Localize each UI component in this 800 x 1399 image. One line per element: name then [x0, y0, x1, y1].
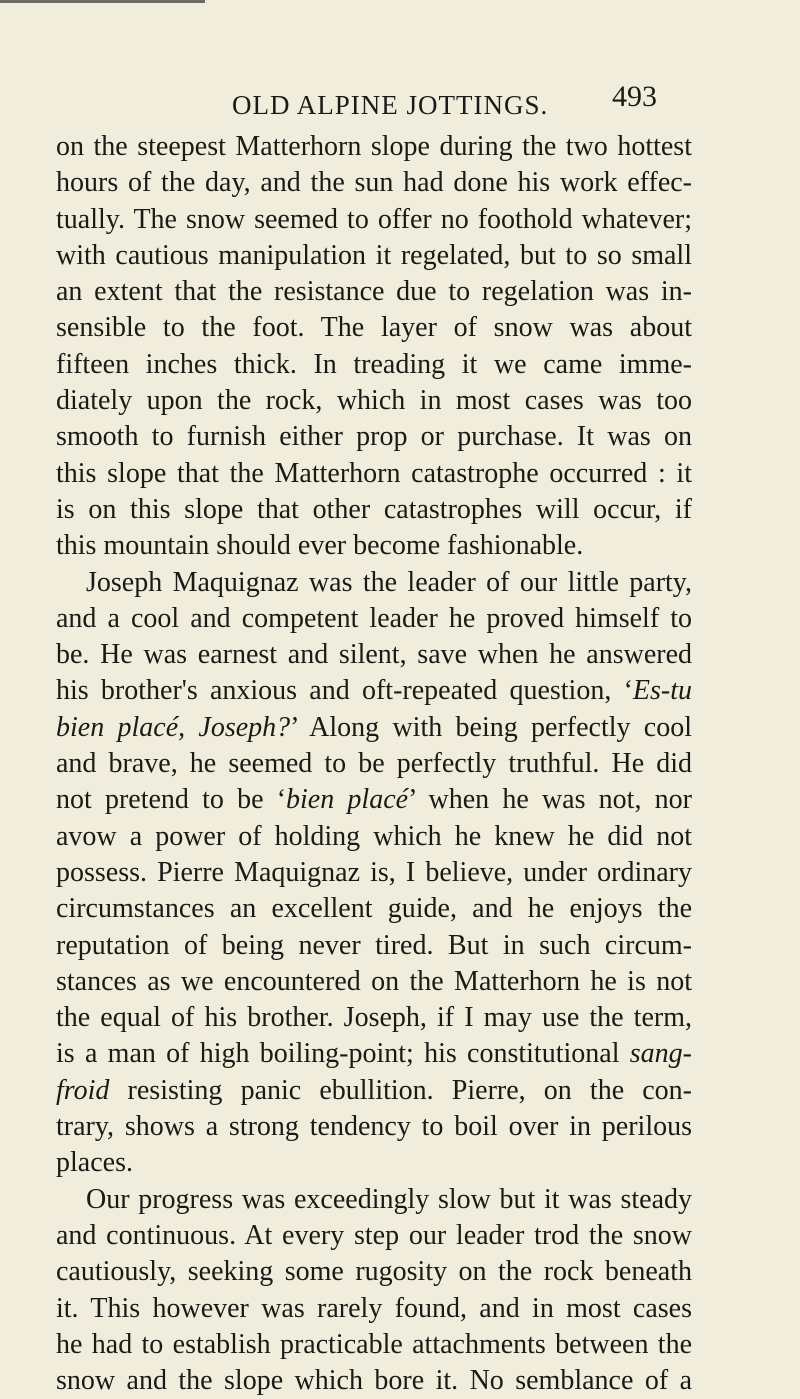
text-line: and a cool and competent leader he proved himself to: [56, 602, 692, 634]
text-line: circumstances an excellent guide, and he enjoys the: [56, 893, 692, 925]
text-line: tually. The snow seemed to offer no foothold whatever;: [56, 203, 692, 235]
text-line: fifteen inches thick. In treading it we came imme-: [56, 348, 692, 380]
text-line: avow a power of holding which he knew he did not: [56, 820, 692, 852]
text-line: cautiously, seeking some rugosity on the rock beneath: [56, 1256, 692, 1288]
text-segment: ’ when he was not, nor: [408, 784, 692, 816]
italic-segment: Es-tu: [632, 675, 692, 707]
text-line: with cautious manipulation it regelated, but to so small: [56, 239, 692, 271]
running-head: OLD ALPINE JOTTINGS.: [232, 90, 549, 120]
text-line: snow and the slope which bore it. No semblance of a: [56, 1365, 692, 1397]
page-top-rule: [0, 0, 205, 3]
text-line: possess. Pierre Maquignaz is, I believe, under ordinary: [56, 856, 692, 888]
text-line: [56, 782, 692, 818]
text-line: [56, 710, 692, 746]
text-line: places.: [56, 1147, 133, 1179]
text-line: be. He was earnest and silent, save when he answered: [56, 639, 692, 671]
text-line: this slope that the Matterhorn catastrophe occurred : it: [56, 457, 692, 489]
text-line: and brave, he seemed to be perfectly truthful. He did: [56, 748, 692, 780]
text-line: hours of the day, and the sun had done his work effec-: [56, 167, 692, 199]
text-line: reputation of being never tired. But in such circum-: [56, 929, 692, 961]
text-line: on the steepest Matterhorn slope during the two hottest: [56, 131, 692, 162]
text-line: an extent that the resistance due to regelation was in-: [56, 276, 692, 308]
italic-segment: bien placé, Joseph?: [56, 711, 291, 743]
page-number: 493: [612, 80, 657, 113]
body-text: [56, 129, 692, 1399]
text-segment: not pretend to be ‘: [56, 784, 287, 816]
text-segment: his brother's anxious and oft-repeated question, ‘: [56, 675, 633, 707]
text-line: sensible to the foot. The layer of snow was about: [56, 312, 692, 344]
text-line: [56, 1036, 692, 1072]
italic-segment: froid: [56, 1074, 110, 1106]
text-line: he had to establish practicable attachments between the: [56, 1328, 692, 1360]
text-line: it. This however was rarely found, and in most cases: [56, 1292, 692, 1324]
text-segment: resisting panic ebullition. Pierre, on the con-: [109, 1074, 692, 1106]
text-segment: ’ Along with being perfectly cool: [290, 711, 692, 743]
text-line: [56, 1073, 692, 1109]
text-line: is on this slope that other catastrophes will occur, if: [56, 493, 692, 525]
text-line: [56, 673, 692, 709]
text-line: diately upon the rock, which in most cases was too: [56, 385, 692, 417]
text-line: this mountain should ever become fashionable.: [56, 530, 584, 562]
text-line: Our progress was exceedingly slow but it was steady: [86, 1183, 692, 1215]
text-line: Joseph Maquignaz was the leader of our little party,: [86, 566, 692, 598]
text-line: stances as we encountered on the Matterhorn he is not: [56, 965, 692, 997]
text-line: trary, shows a strong tendency to boil over in perilous: [56, 1111, 692, 1143]
italic-segment: bien placé: [286, 784, 409, 816]
text-line: and continuous. At every step our leader trod the snow: [56, 1219, 692, 1251]
italic-segment: sang-: [629, 1038, 692, 1070]
text-line: the equal of his brother. Joseph, if I may use the term,: [56, 1002, 692, 1034]
text-segment: is a man of high boiling-point; his constitutional: [56, 1038, 620, 1070]
text-line: smooth to furnish either prop or purchase. It was on: [56, 421, 692, 453]
